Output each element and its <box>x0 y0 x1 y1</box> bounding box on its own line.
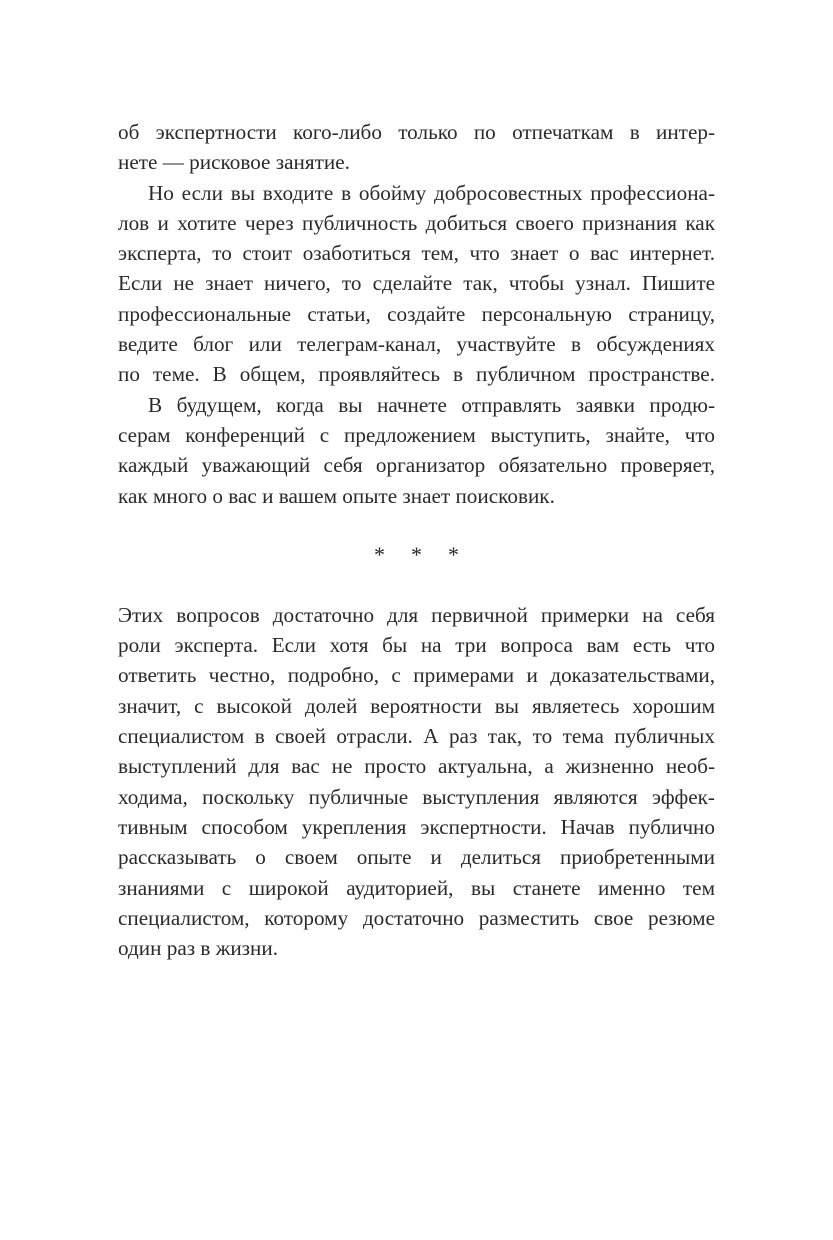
text-line: один раз в жизни. <box>118 936 279 961</box>
asterisk: * <box>448 542 459 568</box>
text-line: роли эксперта. Если хотя бы на три вопроса вам есть что <box>118 633 715 658</box>
text-line: знаниями с широкой аудиторией, вы станете именно тем <box>118 875 715 900</box>
text-line: выступлений для вас не просто актуальна, а жизненно необ- <box>118 754 715 779</box>
text-line: каждый уважающий себя организатор обязательно проверяет, <box>118 453 715 478</box>
text-line: специалистом, которому достаточно разместить свое резюме <box>118 905 715 930</box>
text-line: ведите блог или телеграм-канал, участвуйте в обсуждениях <box>118 332 715 357</box>
paragraph-continuation <box>118 117 715 178</box>
text-line: ответить честно, подробно, с примерами и доказательствами, <box>118 663 715 688</box>
text-line: ходима, поскольку публичные выступления являются эффек- <box>118 784 715 809</box>
paragraph-professionals <box>118 178 715 390</box>
text-line: тивным способом укрепления экспертности. Начав публично <box>118 814 715 839</box>
text-line: Этих вопросов достаточно для первичной примерки на себя <box>118 602 715 627</box>
text-line: эксперта, то стоит озаботиться тем, что знает о вас интернет. <box>118 241 715 266</box>
text-line: лов и хотите через публичность добиться своего признания как <box>118 210 715 235</box>
text-line: В будущем, когда вы начнете отправлять заявки продю- <box>148 392 715 417</box>
text-line: нете — рисковое занятие. <box>118 150 350 175</box>
text-line: Если не знает ничего, то сделайте так, чтобы узнал. Пишите <box>118 271 715 296</box>
text-line: профессиональные статьи, создайте персональную страницу, <box>118 301 715 326</box>
book-page <box>118 117 715 963</box>
asterisk: * <box>411 542 422 568</box>
paragraph-future <box>118 390 715 511</box>
text-line: Но если вы входите в обойму добросовестных профессиона- <box>148 180 715 205</box>
text-line: об экспертности кого-либо только по отпечаткам в интер- <box>118 120 715 144</box>
paragraph-expert-role <box>118 600 715 964</box>
section-separator <box>118 511 715 600</box>
text-line: значит, с высокой долей вероятности вы являетесь хорошим <box>118 693 715 718</box>
text-line: специалистом в своей отрасли. А раз так, то тема публичных <box>118 724 715 749</box>
asterisk: * <box>374 542 385 568</box>
text-line: серам конференций с предложением выступить, знайте, что <box>118 422 715 447</box>
text-line: по теме. В общем, проявляйтесь в публичном пространстве. <box>118 362 715 387</box>
text-line: как много о вас и вашем опыте знает поисковик. <box>118 483 555 508</box>
text-line: рассказывать о своем опыте и делиться приобретенными <box>118 845 715 870</box>
